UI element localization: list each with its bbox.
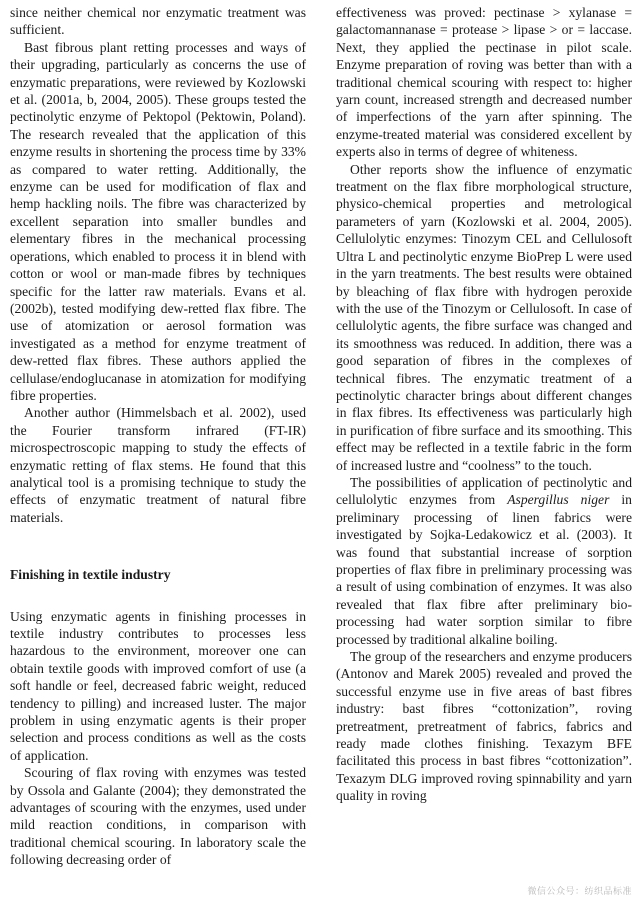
paragraph-retting-review: Bast fibrous plant retting processes and ways of their upgrading, particularly as concerns the use of enzymatic preparations, were reviewed by Kozlowski et al. (2001a, b, 2004, 2005). These groups tested the pectinolytic enzyme of Pektopol (Pektowin, Poland). The research revealed that the application of this enzyme results in shortening the process time by 33% as compared to water retting. Additionally, the enzyme can be used for modification of flax and hemp hackling noils. The fibre was characterized by excellent separation into smaller bundles and elementary fibres in the mechanical processing operations, which enabled to process it in blend with cotton or wool or man-made fibres by techniques specific for the latter raw materials. Evans et al. (2002b), tested modifying dew-retted flax fibre. The use of atomization or aerosol formation was investigated as a method for enzyme treatment of dew-retted flax fibres. These authors applied the cellulase/endoglucanase in atomization for modifying fibre properties. (10, 39, 306, 403)
watermark: 微信公众号：纺织品标准 (527, 887, 632, 897)
section-heading: Finishing in textile industry (10, 567, 171, 583)
paragraph-aspergillus (336, 474, 632, 648)
paragraph-ftir-study: Another author (Himmelsbach et al. 2002), used the Fourier transform infrared (FT-IR) microspectroscopic mapping to study the effects of enzymatic retting of flax stems. He found that this analytical tool is a promising technique to study the effects of enzymatic treatment of natural fibre materials. (10, 405, 306, 525)
paragraph-text: The possibilities of application of pectinolytic and cellulolytic enzymes from (336, 474, 632, 508)
paragraph-finishing-intro: Using enzymatic agents in finishing processes in textile industry contributes to processes less hazardous to the environment, moreover one can obtain textile goods with improved comfort of use (a soft handle or feel, decreased fabric weight, reduced tendency to pilling) and increased luster. The major problem in using enzymatic agents is their proper selection and process conditions as well as the costs of application. (10, 608, 306, 763)
left-column (10, 4, 306, 869)
paragraph-continuation: since neither chemical nor enzymatic treatment was sufficient. (10, 5, 306, 38)
paragraph-morphology: Other reports show the influence of enzymatic treatment on the flax fibre morphological structure, physico-chemical properties and metrological parameters of yarn (Kozlowski et al. 2004, 2005). Cellulolytic enzymes: Tinozym CEL and Cellulosoft Ultra L and pectinolytic enzyme BioPrep L were used in the yarn treatments. The best results were obtained by bleaching of flax fibre with hydrogen peroxide with the use of the Tinozym or Cellulosoft. In case of cellulolytic agents, the fibre surface was changed and its smoothness was reduced. In addition, there was a good separation of fibres in the complexes of technical fibres. The enzymatic treatment of a pectinolytic character brings about different changes in flax fibres. Its effectiveness was particularly high in purification of fibre surface and its smoothing. This effect may be reflected in a textile fabric in the form of increased lustre and “coolness” to the touch. (336, 161, 632, 473)
paragraph-effectiveness: effectiveness was proved: pectinase > xylanase = galactomannanase = protease > lipase > or = laccase. Next, they applied the pectinase in pilot scale. Enzyme preparation of roving was better than with a traditional chemical scouring with respect to: higher yarn count, increased strength and decreased number of imperfections of the yarn after spinning. The enzyme-treated material was considered excellent by experts also in terms of degree of whiteness. (336, 5, 632, 160)
paragraph-text: in preliminary processing of linen fabrics were investigated by Sojka-Ledakowicz et al. (2003). It was found that substantial increase of sorption properties of flax fibre in preliminary processing was a result of using combination of enzymes. It was also revealed that flax fibre after preliminary bio-processing had water sorption similar to fibre processed by traditional alkaline boiling. (336, 492, 632, 647)
paragraph-enzyme-producers: The group of the researchers and enzyme producers (Antonov and Marek 2005) revealed and proved the successful enzyme use in five areas of bast fibres industry: bast fibres “cottonization”, roving pretreatment, pretreatment of fabrics, fabrics and ready made clothes finishing. Texazym BFE facilitated this process in bast fibres “cottonization”. Texazym DLG improved roving spinnability and yarn quality in roving (336, 649, 632, 804)
species-name: Aspergillus niger (507, 492, 610, 508)
paragraph-scouring: Scouring of flax roving with enzymes was tested by Ossola and Galante (2004); they demonstrated the advantages of scouring with the enzymes, used under mild reaction conditions, in comparison with traditional chemical scouring. In laboratory scale the following decreasing order of (10, 765, 306, 868)
right-column (336, 4, 632, 805)
